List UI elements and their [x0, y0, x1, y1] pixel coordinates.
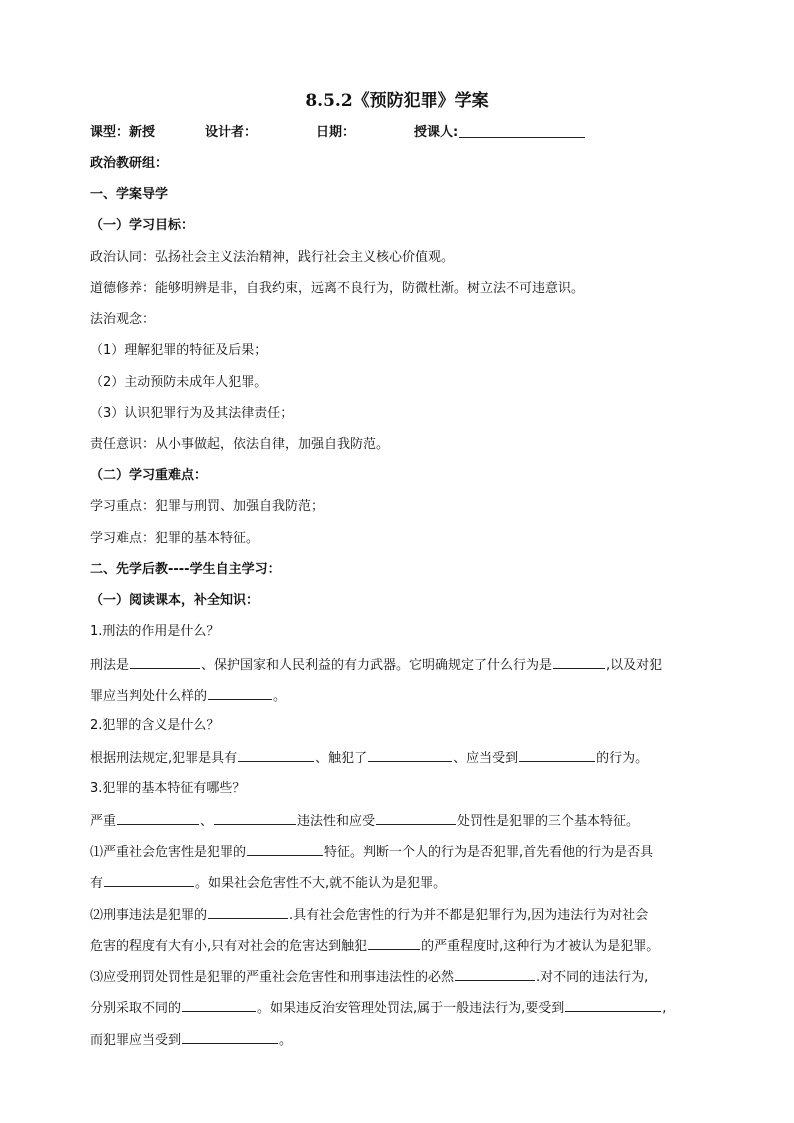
- teacher-field: [414, 124, 458, 142]
- p3-line-3: [90, 1030, 720, 1050]
- text: 危害的程度有大有小,只有对社会的危害达到触犯: [90, 939, 368, 954]
- blank[interactable]: [368, 748, 452, 762]
- section-1-1-heading: （一）学习目标：: [90, 218, 195, 233]
- blank[interactable]: [182, 1030, 278, 1044]
- blank[interactable]: [376, 811, 456, 825]
- text: 罪应当判处什么样的: [90, 689, 208, 704]
- text: .对不同的违法行为,: [536, 970, 649, 985]
- date-label: 日期：: [316, 125, 356, 140]
- text: ⑶应受刑罚处罚性是犯罪的严重社会危害性和刑事违法性的必然: [90, 970, 455, 985]
- goal-political: 政治认同：弘扬社会主义法治精神，践行社会主义核心价值观。: [90, 250, 455, 265]
- text: 处罚性是犯罪的三个基本特征。: [457, 814, 640, 829]
- blank[interactable]: [368, 936, 420, 950]
- q1-line-2: [90, 686, 720, 706]
- goal-moral: 道德修养：能够明辨是非，自我约束，远离不良行为，防微杜渐。树立法不可违意识。: [90, 281, 585, 296]
- text: 。: [273, 689, 287, 704]
- q3-line-1: [90, 811, 720, 831]
- question-2: 2.犯罪的含义是什么？: [90, 718, 220, 733]
- blank[interactable]: [214, 811, 296, 825]
- question-3: 3.犯罪的基本特征有哪些？: [90, 781, 246, 796]
- text: 根据刑法规定,犯罪是具有: [90, 751, 238, 766]
- blank[interactable]: [247, 842, 323, 856]
- goal-law-3: （3）认识犯罪行为及其法律责任；: [90, 406, 294, 421]
- text: 、保护国家和人民利益的有力武器。它明确规定了什么行为是: [201, 658, 553, 673]
- blank[interactable]: [208, 686, 272, 700]
- blank[interactable]: [117, 811, 199, 825]
- text: 的严重程度时,这种行为才被认为是犯罪。: [421, 939, 660, 954]
- goal-responsibility: 责任意识：从小事做起，依法自律，加强自我防范。: [90, 437, 390, 452]
- blank[interactable]: [104, 873, 194, 887]
- q1-line-1: [90, 655, 720, 675]
- teacher-label: 授课人:: [414, 125, 459, 140]
- section-1-heading: 一、学案导学: [90, 187, 169, 202]
- goal-law-2: （2）主动预防未成年人犯罪。: [90, 375, 268, 390]
- p1-line-1: [90, 842, 720, 862]
- goal-law-1: （1）理解犯罪的特征及后果；: [90, 343, 268, 358]
- goal-law: 法治观念：: [90, 312, 156, 327]
- section-2-1-heading: （一）阅读课本，补全知识：: [90, 593, 260, 608]
- p1-line-2: [90, 873, 720, 893]
- text: 违法性和应受: [297, 814, 376, 829]
- text: 、应当受到: [453, 751, 519, 766]
- blank[interactable]: [455, 967, 535, 981]
- designer-label: 设计者：: [205, 125, 258, 140]
- p2-line-1: [90, 905, 720, 925]
- p3-line-1: [90, 967, 720, 987]
- text: .具有社会危害性的行为并不都是犯罪行为,因为违法行为对社会: [289, 908, 649, 923]
- text: 、: [200, 814, 214, 829]
- blank[interactable]: [208, 905, 288, 919]
- text: ,: [662, 1001, 667, 1016]
- text: 。如果社会危害性不大,就不能认为是犯罪。: [195, 876, 447, 891]
- p2-line-2: [90, 936, 720, 956]
- text: 。如果违反治安管理处罚法,属于一般违法行为,要受到: [257, 1001, 565, 1016]
- blank[interactable]: [565, 998, 661, 1012]
- p3-line-2: [90, 998, 720, 1018]
- difficult-point: 学习难点：犯罪的基本特征。: [90, 531, 260, 546]
- section-2-heading: 二、先学后教----学生自主学习：: [90, 562, 281, 577]
- key-point: 学习重点：犯罪与刑罚、加强自我防范；: [90, 499, 325, 514]
- text: 、触犯了: [315, 751, 368, 766]
- blank[interactable]: [238, 748, 314, 762]
- text: ⑵刑事违法是犯罪的: [90, 908, 208, 923]
- blank[interactable]: [182, 998, 256, 1012]
- course-type: 课型：新授: [90, 125, 156, 140]
- q2-line-1: [90, 748, 720, 768]
- text: 严重: [90, 814, 117, 829]
- text: 有: [90, 876, 104, 891]
- group-label: 政治教研组：: [90, 156, 169, 171]
- text: 刑法是: [90, 658, 130, 673]
- text: ,以及对犯: [606, 658, 663, 673]
- text: 特征。判断一个人的行为是否犯罪,首先看他的行为是否具: [324, 845, 654, 860]
- text: 的行为。: [596, 751, 649, 766]
- question-1: 1.刑法的作用是什么？: [90, 624, 220, 639]
- blank[interactable]: [553, 655, 605, 669]
- text: 分别采取不同的: [90, 1001, 182, 1016]
- text: ⑴严重社会危害性是犯罪的: [90, 845, 247, 860]
- text: 而犯罪应当受到: [90, 1033, 182, 1048]
- teacher-blank[interactable]: [459, 124, 585, 138]
- blank[interactable]: [519, 748, 595, 762]
- document-title: 8.5.2《预防犯罪》学案: [305, 91, 489, 111]
- section-1-2-heading: （二）学习重难点：: [90, 468, 208, 483]
- blank[interactable]: [130, 655, 200, 669]
- text: 。: [279, 1033, 293, 1048]
